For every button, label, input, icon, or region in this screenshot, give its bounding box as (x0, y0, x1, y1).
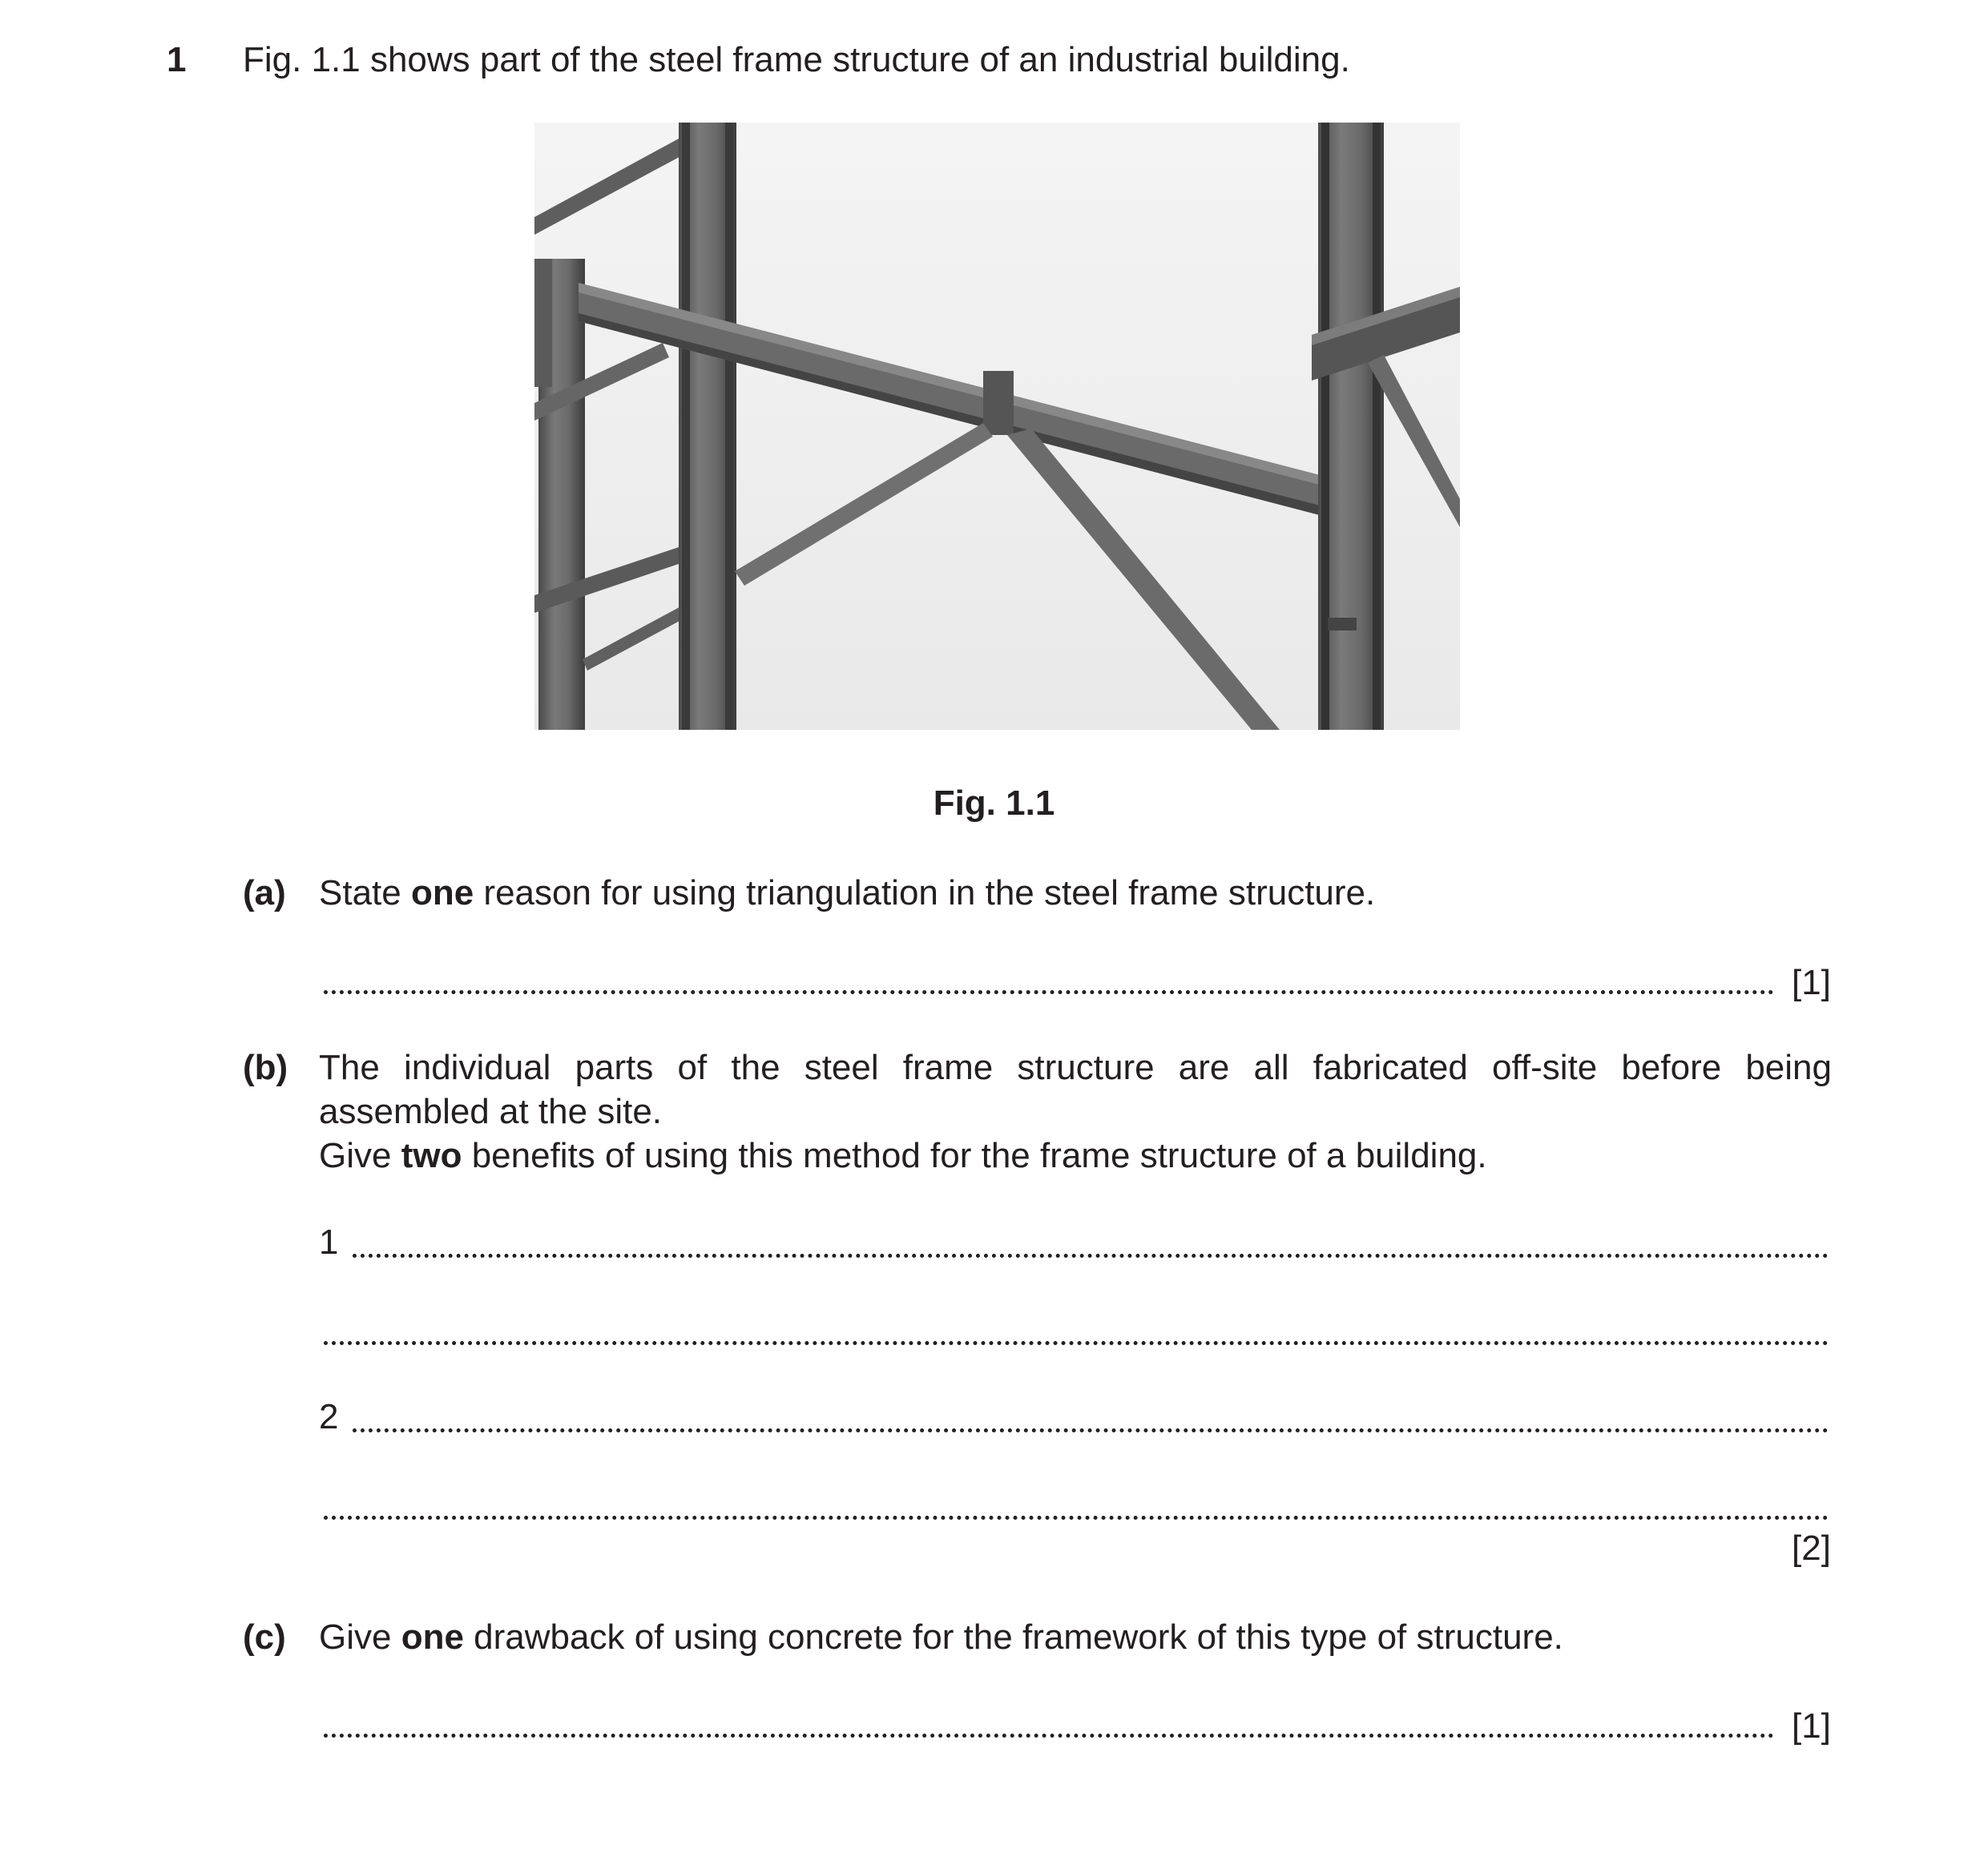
part-a-marks: [1] (1792, 963, 1831, 1002)
part-b-item-1-continuation-line[interactable] (324, 1341, 1829, 1345)
part-a-label: (a) (243, 873, 286, 912)
part-b-item-2-answer-line[interactable] (353, 1428, 1829, 1432)
part-a-question: State one reason for using triangulation in the steel frame structure. (319, 873, 1376, 912)
part-c-answer-line[interactable] (324, 1734, 1774, 1738)
figure-caption: Fig. 1.1 (933, 784, 1055, 823)
part-b-item-2-number: 2 (319, 1397, 339, 1436)
question-intro: Fig. 1.1 shows part of the steel frame structure of an industrial building. (243, 40, 1350, 79)
part-b-item-1-number: 1 (319, 1223, 339, 1262)
part-b-line3: Give two benefits of using this method for the frame structure of a building. (319, 1136, 1487, 1175)
part-c-question: Give one drawback of using concrete for the framework of this type of structure. (319, 1617, 1563, 1657)
part-b-line1: The individual parts of the steel frame structure are all fabricated off-site before being (319, 1048, 1832, 1087)
part-c-marks: [1] (1792, 1706, 1831, 1746)
steel-frame-photo (534, 123, 1460, 730)
part-b-item-2-continuation-line[interactable] (324, 1516, 1829, 1520)
part-b-line2: assembled at the site. (319, 1092, 663, 1131)
part-b-marks: [2] (1792, 1529, 1831, 1568)
question-number: 1 (167, 40, 187, 79)
part-b-label: (b) (243, 1048, 288, 1087)
part-a-answer-line[interactable] (324, 990, 1774, 994)
part-c-label: (c) (243, 1617, 286, 1657)
part-b-item-1-answer-line[interactable] (353, 1254, 1829, 1258)
